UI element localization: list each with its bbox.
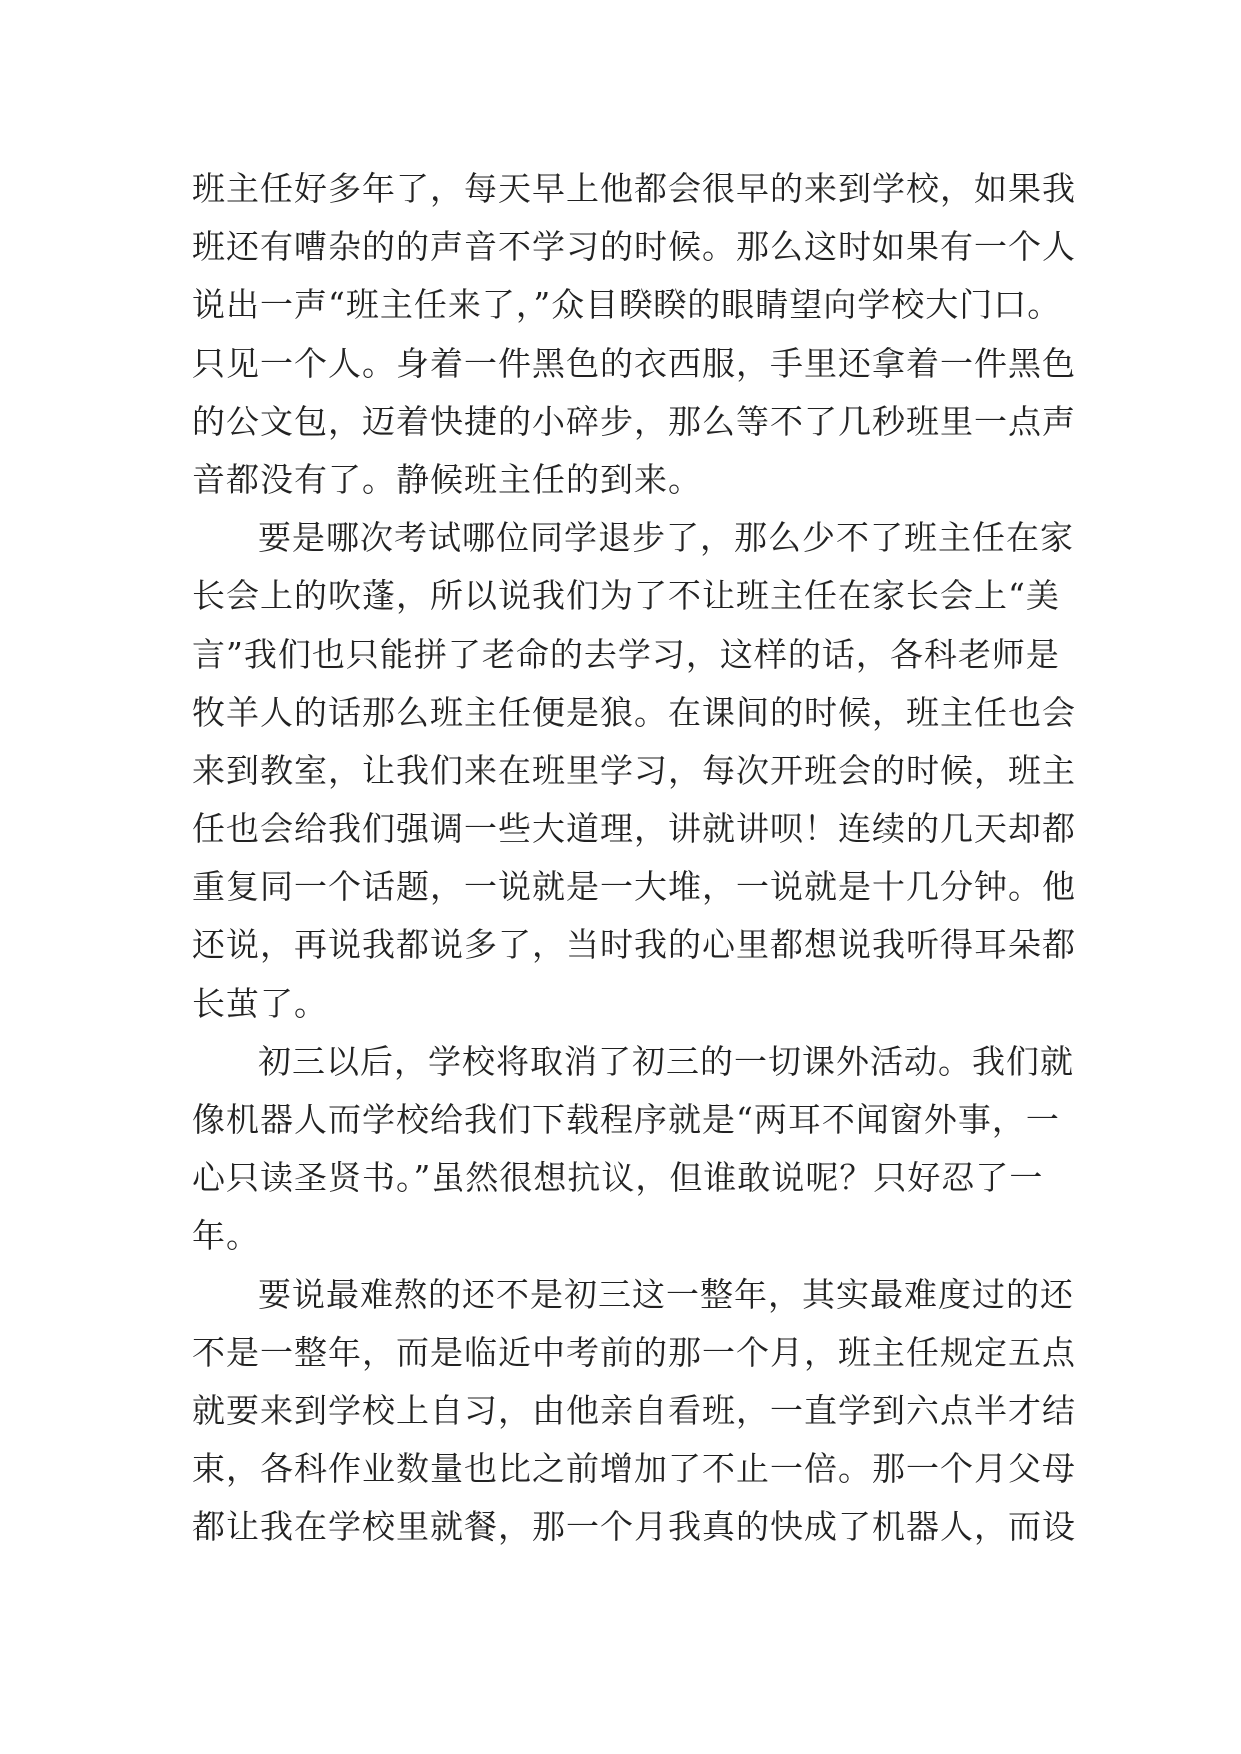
text-line: 言”我们也只能拼了老命的去学习，这样的话，各科老师是: [192, 634, 1060, 674]
text-line: 来到教室，让我们来在班里学习，每次开班会的时候，班主: [192, 750, 1076, 790]
text-line: 心只读圣贤书。”虽然很想抗议，但谁敢说呢？只好忍了一: [192, 1158, 1044, 1198]
text-line: 只见一个人。身着一件黑色的衣西服，手里还拿着一件黑色: [192, 343, 1076, 383]
text-line: 班主任好多年了，每天早上他都会很早的来到学校，如果我: [192, 169, 1076, 208]
text-line: 就要来到学校上自习，由他亲自看班，一直学到六点半才结: [192, 1390, 1076, 1430]
text-line: 年。: [192, 1216, 260, 1256]
text-line: 的公文包，迈着快捷的小碎步，那么等不了几秒班里一点声: [192, 401, 1076, 441]
text-line: 牧羊人的话那么班主任便是狼。在课间的时候，班主任也会: [192, 692, 1076, 732]
paragraph-first-line: 初三以后，学校将取消了初三的一切课外活动。我们就: [258, 1041, 1074, 1081]
text-line: 都让我在学校里就餐，那一个月我真的快成了机器人，而设: [192, 1507, 1076, 1547]
text-line: 像机器人而学校给我们下载程序就是“两耳不闻窗外事，一: [192, 1100, 1060, 1139]
paragraph-first-line: 要说最难熬的还不是初三这一整年，其实最难度过的还: [258, 1274, 1074, 1314]
text-line: 班还有嘈杂的的声音不学习的时候。那么这时如果有一个人: [192, 227, 1076, 267]
text-line: 还说，再说我都说多了，当时我的心里都想说我听得耳朵都: [192, 925, 1076, 965]
text-line: 重复同一个话题，一说就是一大堆，一说就是十几分钟。他: [192, 867, 1076, 907]
text-line: 不是一整年，而是临近中考前的那一个月，班主任规定五点: [192, 1332, 1076, 1372]
text-line: 任也会给我们强调一些大道理，讲就讲呗！连续的几天却都: [192, 809, 1076, 849]
document-body: [192, 160, 1076, 1557]
text-line: 长会上的吹蓬，所以说我们为了不让班主任在家长会上“美: [192, 576, 1060, 616]
paragraph-first-line: 要是哪次考试哪位同学退步了，那么少不了班主任在家: [258, 518, 1074, 558]
text-line: 长茧了。: [192, 983, 328, 1023]
text-line: 音都没有了。静候班主任的到来。: [192, 459, 702, 499]
text-line: 说出一声“班主任来了，”众目睽睽的眼睛望向学校大门口。: [192, 285, 1062, 325]
text-line: 束，各科作业数量也比之前增加了不止一倍。那一个月父母: [192, 1449, 1076, 1489]
